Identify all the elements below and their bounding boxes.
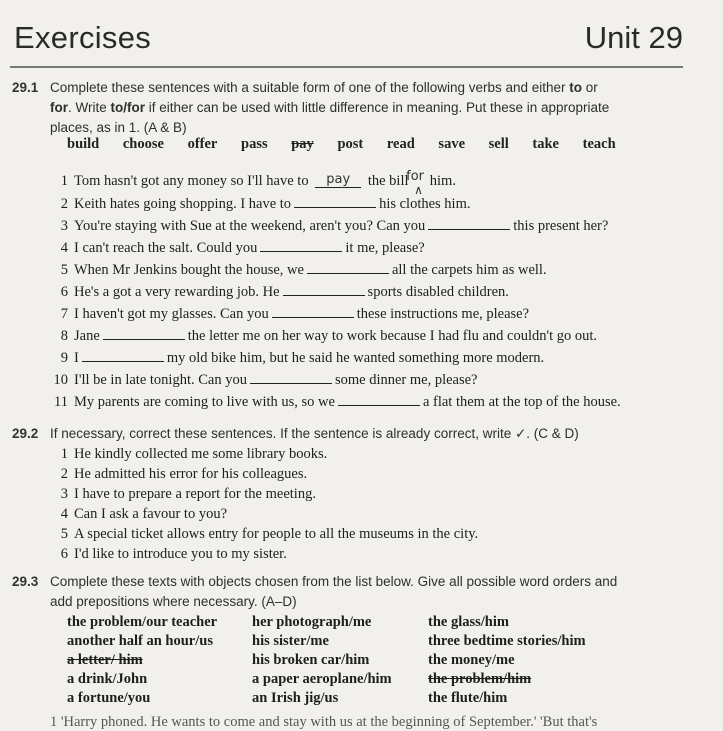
word-list-item: the glass/him	[428, 614, 509, 630]
sentence-item: 5 A special ticket allows entry for people to all the museums in the city.	[60, 526, 479, 542]
word-list-item-crossed: the problem/him	[428, 671, 532, 687]
exercise-number: 29.3	[12, 574, 39, 589]
sentence-item: 10 I'll be in late tonight. Can you some dinner me, please?	[53, 372, 478, 388]
verb-word: read	[386, 136, 415, 152]
sentence-item: 5 When Mr Jenkins bought the house, we all the carpets him as well.	[60, 262, 547, 278]
handwritten-answer: pay	[326, 172, 351, 187]
answer-blank[interactable]	[260, 239, 342, 252]
word-list-column	[67, 613, 217, 708]
handwritten-insert: for	[406, 169, 425, 184]
verb-word-crossed: pay	[291, 136, 314, 152]
page-header	[14, 20, 683, 64]
word-list-item: a paper aeroplane/him	[252, 671, 392, 687]
exercise-instructions: Complete these texts with objects chosen from the list below. Give all possible word orders and add prepositions where necessary. (A–D)	[50, 574, 618, 609]
sentence-item: 1 Tom hasn't got any money so I'll have to pay the bill for ∧ him.	[60, 169, 456, 197]
sentence-item: 4 I can't reach the salt. Could you it me, please?	[60, 240, 425, 256]
exercise-number: 29.2	[12, 426, 39, 441]
answer-blank[interactable]	[294, 195, 376, 208]
header-divider	[10, 66, 683, 68]
verb-word: sell	[488, 136, 509, 152]
verb-word: offer	[187, 136, 218, 152]
sentence-item: 8 Jane the letter me on her way to work because I had flu and couldn't go out.	[60, 328, 598, 344]
word-list-item: his broken car/him	[252, 652, 370, 668]
verb-word: pass	[241, 136, 268, 152]
verb-word: teach	[582, 136, 616, 152]
exercise-number: 29.1	[12, 80, 39, 95]
word-list-item: the money/me	[428, 652, 515, 668]
verb-word: build	[67, 136, 100, 152]
word-list-item-crossed: a letter/ him	[67, 652, 143, 668]
verb-word: save	[438, 136, 466, 152]
exercise-instructions: If necessary, correct these sentences. If the sentence is already correct, write ✓. (C & D)	[50, 426, 579, 441]
verb-word: choose	[122, 136, 164, 152]
exercise-instructions: Complete these sentences with a suitable form of one of the following verbs and either to or for. Write to/for if either can be used with little difference in meaning. Put these in appropriate places, as in 1. (A & B)	[50, 80, 610, 135]
answer-blank[interactable]	[338, 393, 420, 406]
verb-word: post	[337, 136, 364, 152]
word-list-item: another half an hour/us	[67, 633, 213, 649]
sentence-item: 6 He's a got a very rewarding job. He sports disabled children.	[60, 284, 509, 300]
sentence-item: 11 My parents are coming to live with us, so we a flat them at the top of the house.	[54, 394, 621, 410]
sentence-item: 2 He admitted his error for his colleagues.	[60, 466, 308, 482]
answer-blank[interactable]	[82, 349, 164, 362]
word-list-item: three bedtime stories/him	[428, 633, 586, 649]
answer-blank[interactable]	[250, 371, 332, 384]
sentence-item: 6 I'd like to introduce you to my sister.	[60, 546, 287, 562]
page-title: Exercises	[14, 20, 152, 55]
answer-blank[interactable]	[283, 283, 365, 296]
word-list-item: a drink/John	[67, 671, 148, 687]
word-list-item: a fortune/you	[67, 690, 151, 706]
answer-blank[interactable]	[307, 261, 389, 274]
word-list-item: his sister/me	[252, 633, 329, 649]
sentence-item: 2 Keith hates going shopping. I have to his clothes him.	[60, 196, 471, 212]
sentence-item: 3 I have to prepare a report for the meeting.	[60, 486, 316, 502]
sentence-item: 9 I my old bike him, but he said he wanted something more modern.	[60, 350, 545, 366]
sentence-item: 1 He kindly collected me some library books.	[60, 446, 328, 462]
answer-blank[interactable]	[272, 305, 354, 318]
answer-blank[interactable]	[428, 217, 510, 230]
verb-word: take	[532, 136, 559, 152]
word-list-item: the problem/our teacher	[67, 614, 218, 630]
unit-label: Unit 29	[584, 20, 683, 55]
verb-list	[67, 136, 636, 153]
word-list-item: the flute/him	[428, 690, 508, 706]
word-list-column	[252, 613, 392, 708]
cutoff-text-line: 1 'Harry phoned. He wants to come and stay with us at the beginning of September.' 'But that's	[50, 714, 598, 730]
sentence-item: 4 Can I ask a favour to you?	[60, 506, 228, 522]
answer-blank[interactable]	[103, 327, 185, 340]
sentence-item: 3 You're staying with Sue at the weekend, aren't you? Can you this present her?	[60, 218, 609, 234]
sentence-item: 7 I haven't got my glasses. Can you these instructions me, please?	[60, 306, 530, 322]
word-list-item: an Irish jig/us	[252, 690, 339, 706]
answer-blank[interactable]	[315, 173, 361, 188]
word-list-item: her photograph/me	[252, 614, 372, 630]
word-list-column	[428, 613, 586, 708]
